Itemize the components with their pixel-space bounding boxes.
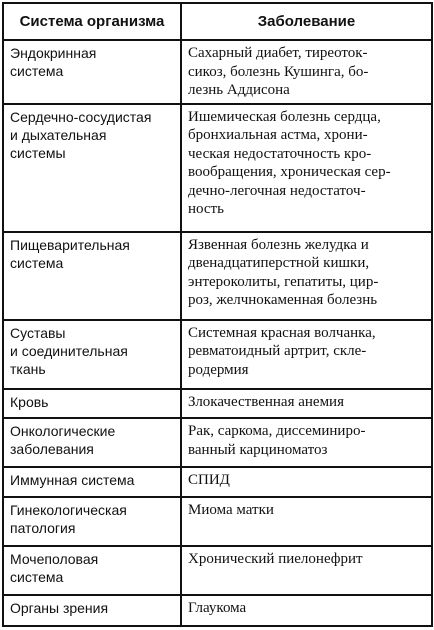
diseases-table (2, 2, 433, 627)
system-line: ткань (10, 360, 46, 377)
disease-cell (181, 467, 432, 497)
disease-line: дечно-легочная недостаточ- (188, 182, 366, 199)
disease-cell (181, 389, 432, 419)
disease-line: ческая недостаточность кро- (188, 145, 372, 162)
system-line: заболевания (10, 441, 94, 458)
header-system: Система организма (3, 3, 181, 40)
table-row (3, 389, 432, 419)
disease-line: ность (188, 201, 224, 218)
table-header-row (3, 3, 432, 40)
system-line: система (10, 63, 64, 79)
disease-line: лезнь Аддисона (188, 82, 290, 98)
system-line: Суставы (10, 324, 66, 341)
table-row (3, 40, 432, 104)
disease-line: Злокачественная анемия (188, 393, 344, 410)
disease-line: Системная красная волчанка, (188, 324, 376, 341)
system-cell (3, 40, 181, 104)
system-line: и дыхательная (10, 126, 107, 143)
disease-line: родермия (188, 361, 249, 378)
system-line: Сердечно-сосудистая (10, 108, 152, 125)
disease-line: Ишемическая болезнь сердца, (188, 108, 381, 125)
disease-line: сикоз, болезнь Кушинга, бо- (188, 63, 369, 80)
system-cell (3, 232, 181, 320)
system-line: система (10, 569, 64, 586)
system-cell (3, 497, 181, 546)
system-line: Иммунная система (10, 472, 135, 489)
system-cell (3, 467, 181, 497)
system-cell (3, 320, 181, 389)
disease-line: энтероколиты, гепатиты, цир- (188, 273, 379, 290)
disease-cell (181, 232, 432, 320)
header-disease: Заболевание (181, 3, 432, 40)
system-cell (3, 389, 181, 419)
disease-line: Миома матки (188, 501, 274, 518)
disease-line: ревматоидный артрит, скле- (188, 343, 367, 360)
disease-line: Язвенная болезнь желудка и (188, 236, 369, 253)
system-line: Мочеполовая (10, 551, 99, 568)
disease-line: Глаукома (188, 600, 247, 617)
disease-cell (181, 595, 432, 626)
disease-line: Хронический пиелонефрит (188, 551, 363, 568)
system-line: Органы зрения (10, 600, 109, 617)
table-row (3, 546, 432, 595)
disease-cell (181, 104, 432, 232)
disease-cell (181, 418, 432, 467)
disease-cell (181, 497, 432, 546)
table-row (3, 467, 432, 497)
system-line: Эндокринная (10, 45, 97, 61)
table-row (3, 232, 432, 320)
table-row (3, 320, 432, 389)
table-row (3, 497, 432, 546)
table-row (3, 595, 432, 626)
table-row (3, 104, 432, 232)
disease-line: роз, желчнокаменная болезнь (188, 292, 378, 309)
disease-line: СПИД (188, 472, 230, 489)
disease-cell (181, 320, 432, 389)
system-line: системы (10, 144, 66, 161)
table-row (3, 418, 432, 467)
system-line: и соединительная (10, 342, 128, 359)
system-cell (3, 104, 181, 232)
disease-line: Рак, саркома, диссеминиро- (188, 423, 366, 440)
disease-line: двенадцатиперстной кишки, (188, 255, 370, 272)
disease-line: Сахарный диабет, тиреоток- (188, 45, 368, 61)
system-line: система (10, 254, 64, 271)
system-line: Кровь (10, 393, 49, 410)
disease-cell (181, 546, 432, 595)
disease-cell (181, 40, 432, 104)
disease-line: ванный карциноматоз (188, 441, 328, 458)
system-line: Гинекологическая (10, 501, 127, 518)
system-line: Онкологические (10, 423, 116, 440)
disease-line: вообращения, хроническая сер- (188, 164, 391, 181)
system-line: Пищеварительная (10, 236, 130, 253)
system-cell (3, 546, 181, 595)
system-cell (3, 595, 181, 626)
system-cell (3, 418, 181, 467)
disease-line: бронхиальная астма, хрони- (188, 127, 368, 144)
system-line: патология (10, 519, 76, 536)
